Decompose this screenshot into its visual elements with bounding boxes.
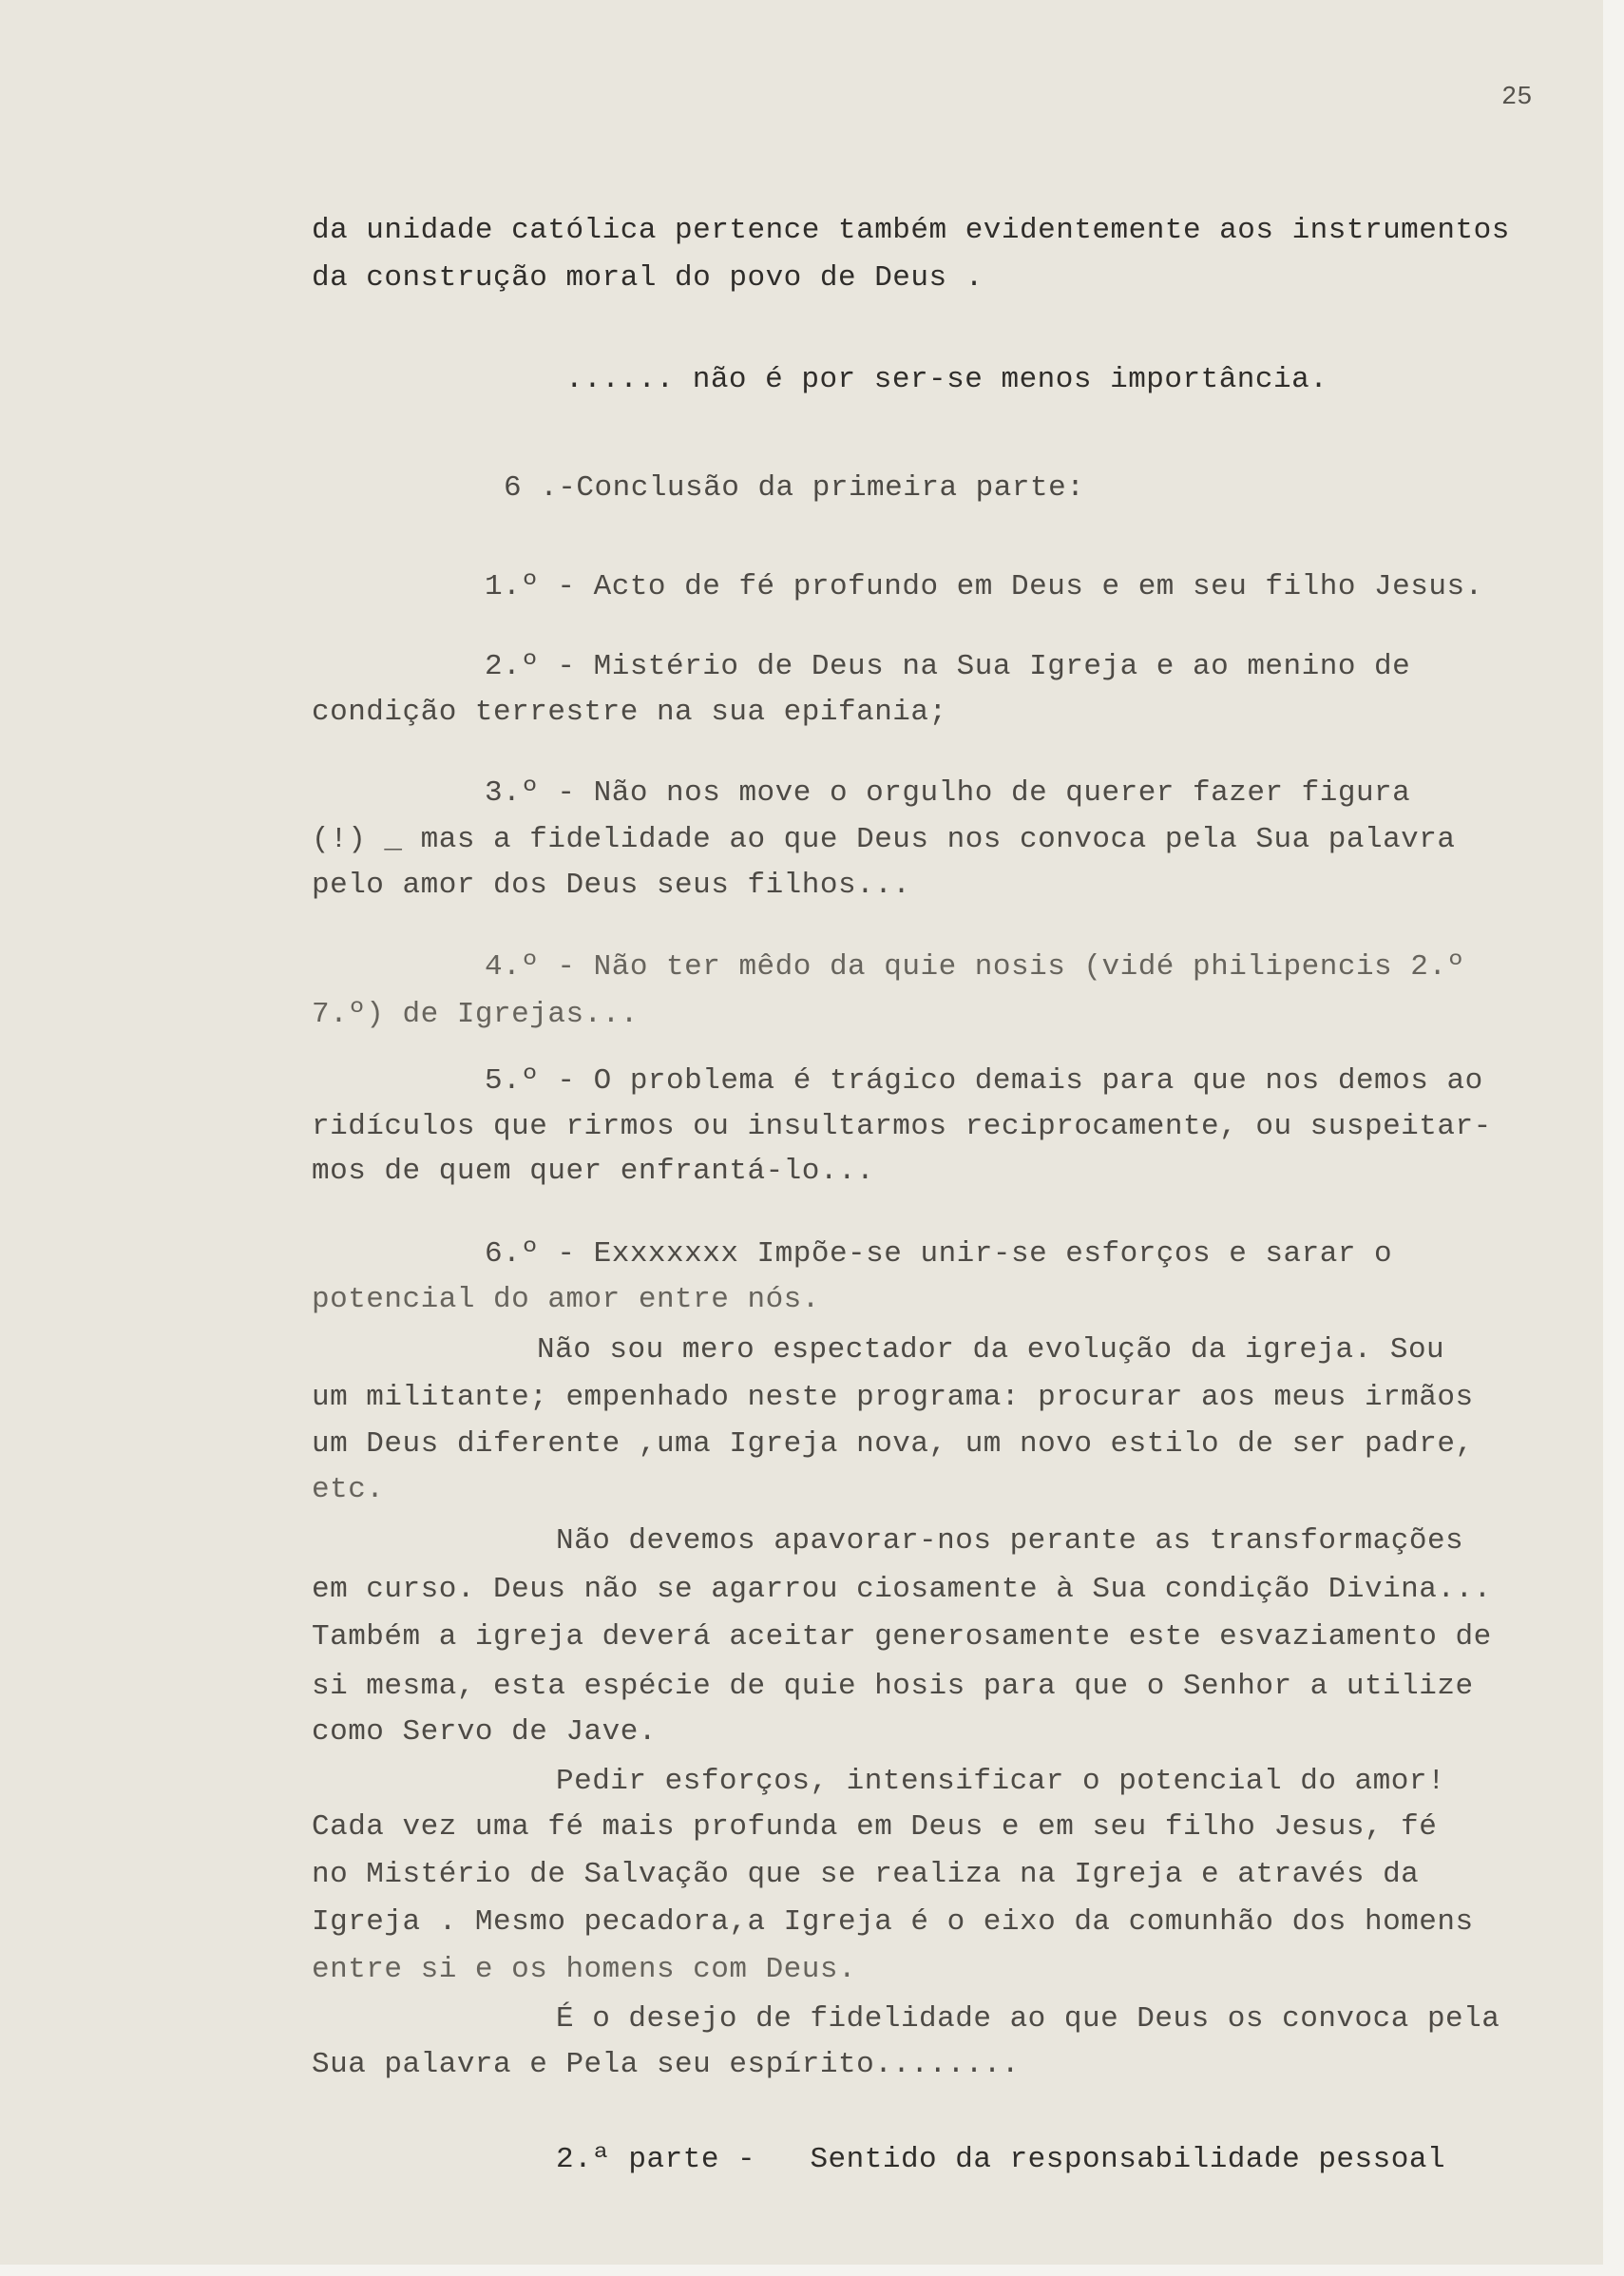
text-line: 4.º - Não ter mêdo da quie nosis (vidé philipencis 2.º xyxy=(485,950,1465,984)
text-line: Igreja . Mesmo pecadora,a Igreja é o eixo da comunhão dos homens xyxy=(312,1905,1474,1939)
text-line: Sua palavra e Pela seu espírito........ xyxy=(312,2048,1021,2081)
text-line: entre si e os homens com Deus. xyxy=(312,1953,857,1986)
text-line: 6.º - Exxxxxxx Impõe-se unir-se esforços e sarar o xyxy=(485,1237,1393,1271)
text-line: Não sou mero espectador da evolução da igreja. Sou xyxy=(537,1333,1445,1367)
text-line: em curso. Deus não se agarrou ciosamente à Sua condição Divina... xyxy=(312,1573,1492,1606)
text-line: da unidade católica pertence também evidentemente aos instrumentos xyxy=(312,214,1510,247)
text-line: Cada vez uma fé mais profunda em Deus e em seu filho Jesus, fé xyxy=(312,1810,1438,1844)
text-line: etc. xyxy=(312,1473,385,1506)
text-line: Pedir esforços, intensificar o potencial do amor! xyxy=(556,1765,1446,1798)
text-line: um militante; empenhado neste programa: procurar aos meus irmãos xyxy=(312,1381,1474,1414)
page-margin-bottom xyxy=(0,2265,1624,2276)
part-heading: 2.ª parte - Sentido da responsabilidade pessoal xyxy=(556,2143,1446,2176)
text-line: ...... não é por ser-se menos importância. xyxy=(565,363,1328,396)
text-line: 2.º - Mistério de Deus na Sua Igreja e ao menino de xyxy=(485,650,1411,683)
text-line: da construção moral do povo de Deus . xyxy=(312,261,984,295)
text-line: como Servo de Jave. xyxy=(312,1715,657,1749)
text-line: pelo amor dos Deus seus filhos... xyxy=(312,869,911,902)
text-line: 1.º - Acto de fé profundo em Deus e em seu filho Jesus. xyxy=(485,570,1483,603)
text-line: mos de quem quer enfrantá-lo... xyxy=(312,1155,875,1188)
text-line: potencial do amor entre nós. xyxy=(312,1283,820,1316)
text-line: 7.º) de Igrejas... xyxy=(312,998,639,1031)
page-number: 25 xyxy=(1501,84,1533,112)
text-line: Também a igreja deverá aceitar generosamente este esvaziamento de xyxy=(312,1620,1492,1654)
text-line: 3.º - Não nos move o orgulho de querer fazer figura xyxy=(485,776,1411,810)
text-line: um Deus diferente ,uma Igreja nova, um novo estilo de ser padre, xyxy=(312,1427,1474,1461)
text-line: (!) _ mas a fidelidade ao que Deus nos convoca pela Sua palavra xyxy=(312,823,1456,856)
text-line: si mesma, esta espécie de quie hosis para que o Senhor a utilize xyxy=(312,1670,1474,1703)
text-line: 5.º - O problema é trágico demais para que nos demos ao xyxy=(485,1064,1483,1098)
text-line: condição terrestre na sua epifania; xyxy=(312,696,947,729)
section-heading: 6 .-Conclusão da primeira parte: xyxy=(504,471,1085,505)
page-margin-right xyxy=(1603,0,1624,2276)
text-line: Não devemos apavorar-nos perante as transformações xyxy=(556,1524,1464,1558)
text-line: no Mistério de Salvação que se realiza na Igreja e através da xyxy=(312,1858,1420,1891)
text-line: É o desejo de fidelidade ao que Deus os convoca pela xyxy=(556,2002,1500,2036)
text-line: ridículos que rirmos ou insultarmos reciprocamente, ou suspeitar- xyxy=(312,1110,1492,1143)
